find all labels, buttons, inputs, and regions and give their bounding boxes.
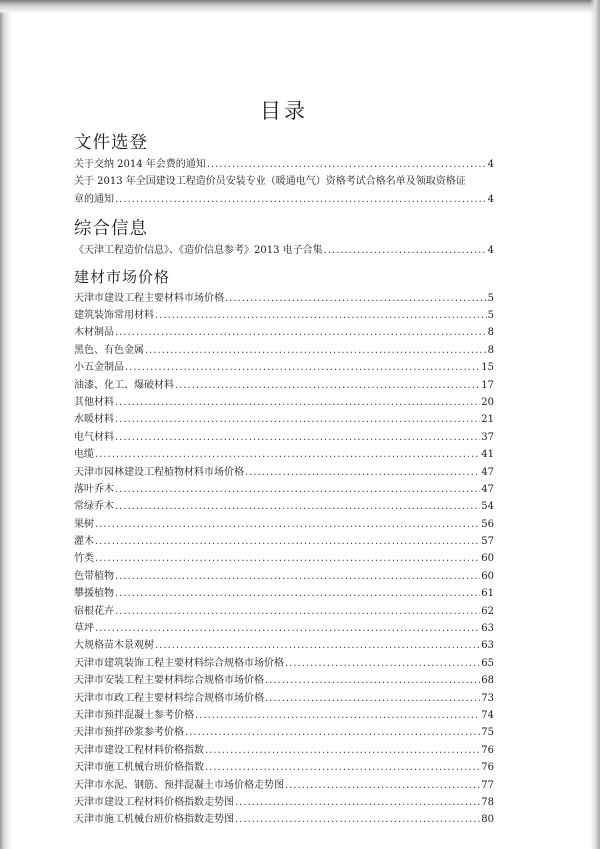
toc-entry-label: 建筑装饰常用材料	[74, 309, 154, 321]
toc-entry-label-continued: 章的通知	[74, 193, 114, 205]
dot-leader	[95, 533, 480, 550]
toc-entry-label: 宿根花卉	[74, 605, 114, 617]
toc-entry-page: 4	[487, 245, 494, 257]
dot-leader	[95, 620, 480, 637]
dot-leader	[115, 411, 480, 428]
toc-entry[interactable]	[74, 156, 494, 173]
toc-entry[interactable]	[74, 759, 494, 776]
dot-leader	[115, 568, 480, 585]
toc-entry-page: 60	[481, 570, 494, 582]
dot-leader	[265, 672, 480, 689]
toc-entry-page: 37	[481, 431, 494, 443]
toc-entry-page: 63	[481, 640, 494, 652]
toc-entry-page: 74	[481, 709, 494, 721]
toc-entry-label: 天津市施工机械台班价格指数走势图	[74, 814, 234, 826]
dot-leader	[145, 342, 487, 359]
toc-entry[interactable]	[74, 690, 494, 707]
dot-leader	[95, 446, 480, 463]
toc-entry-label: 关于 2013 年全国建设工程造价员安装专业（暖通电气）资格考试合格名单及领取资格证	[74, 176, 466, 188]
scan-shadow-top	[0, 0, 600, 14]
dot-leader	[207, 156, 487, 173]
dot-leader	[95, 516, 480, 533]
dot-leader	[235, 811, 480, 828]
toc-entry[interactable]	[74, 242, 494, 259]
dot-leader	[115, 429, 480, 446]
toc-entry-page: 63	[481, 623, 494, 635]
toc-entry-page: 56	[481, 518, 494, 530]
page-title: 目录	[260, 99, 308, 123]
dot-leader	[324, 242, 487, 259]
toc-entry-page: 4	[487, 159, 494, 170]
toc-entry[interactable]	[74, 446, 494, 463]
dot-leader	[235, 794, 480, 811]
toc-entry-label: 木材制品	[74, 327, 114, 339]
toc-entry[interactable]	[74, 377, 494, 394]
toc-entry-label: 天津市建筑装饰工程主要材料综合规格市场价格	[74, 657, 284, 669]
toc-entry[interactable]	[74, 620, 494, 637]
toc-entry-page: 62	[481, 605, 494, 617]
toc-entry-label: 小五金制品	[74, 362, 124, 374]
dot-leader	[155, 307, 487, 324]
dot-leader	[115, 603, 480, 620]
section-heading-general-info: 综合信息	[74, 219, 148, 240]
toc-entry-label: 水暖材料	[74, 414, 114, 426]
toc-entry-page: 47	[481, 466, 494, 478]
toc-entry-page: 68	[481, 675, 494, 687]
toc-entry[interactable]	[74, 342, 494, 359]
toc-entry[interactable]	[74, 585, 494, 602]
toc-entry[interactable]	[74, 498, 494, 515]
toc-entry-label: 电气材料	[74, 431, 114, 443]
toc-entry-page: 57	[481, 536, 494, 548]
toc-entry-label: 《天津工程造价信息》、《造价信息参考》2013 电子合集	[74, 245, 323, 257]
toc-entry-page: 80	[481, 814, 494, 826]
dot-leader	[265, 690, 480, 707]
toc-entry-label: 天津市建设工程材料价格指数走势图	[74, 796, 234, 808]
toc-entry[interactable]	[74, 394, 494, 411]
dot-leader	[245, 464, 480, 481]
toc-entry-page: 54	[481, 501, 494, 513]
toc-entry-page: 76	[481, 744, 494, 756]
toc-entry-label: 关于交纳 2014 年会费的通知	[74, 159, 206, 170]
toc-entry-page: 47	[481, 483, 494, 495]
toc-entry[interactable]	[74, 777, 494, 794]
toc-entry-label: 常绿乔木	[74, 501, 114, 513]
toc-entry-page: 75	[481, 727, 494, 739]
toc-entry-page: 65	[481, 657, 494, 669]
dot-leader	[205, 742, 480, 759]
toc-entry-label: 天津市安装工程主要材料综合规格市场价格	[74, 675, 264, 687]
toc-entry-label: 大规格苗木景观树	[74, 640, 154, 652]
toc-entry-page: 8	[487, 344, 494, 356]
toc-page	[74, 96, 494, 829]
toc-entry[interactable]	[74, 307, 494, 324]
toc-entry-page: 17	[481, 379, 494, 391]
dot-leader	[225, 290, 487, 307]
toc-entry[interactable]	[74, 464, 494, 481]
dot-leader	[175, 377, 480, 394]
toc-entry-page: 15	[481, 362, 494, 374]
toc-entry-page: 61	[481, 588, 494, 600]
toc-entry[interactable]	[74, 811, 494, 828]
toc-entry-label: 攀援植物	[74, 588, 114, 600]
toc-entry-page: 73	[481, 692, 494, 704]
dot-leader	[95, 550, 480, 567]
toc-entry-label: 色带植物	[74, 570, 114, 582]
toc-entry-label: 天津市预拌混凝土参考价格	[74, 709, 194, 721]
toc-entry-page: 41	[481, 449, 494, 461]
dot-leader	[115, 585, 480, 602]
toc-entry[interactable]	[74, 324, 494, 341]
toc-entry-label: 灌木	[74, 536, 94, 548]
toc-entry-label: 竹类	[74, 553, 94, 565]
toc-entry-label: 落叶乔木	[74, 483, 114, 495]
toc-entry-label: 果树	[74, 518, 94, 530]
toc-entry-page: 78	[481, 796, 494, 808]
toc-entry-page: 21	[481, 414, 494, 426]
toc-entry[interactable]	[74, 794, 494, 811]
dot-leader	[115, 481, 480, 498]
toc-entry[interactable]	[74, 655, 494, 672]
toc-entry-page: 76	[481, 762, 494, 774]
toc-entry[interactable]	[74, 359, 494, 376]
section-heading-documents: 文件选登	[74, 133, 148, 153]
toc-list-material-prices	[74, 290, 494, 829]
toc-entry[interactable]	[74, 550, 494, 567]
toc-entry[interactable]	[74, 533, 494, 550]
dot-leader	[285, 655, 480, 672]
toc-entry-label: 电缆	[74, 449, 94, 461]
toc-entry[interactable]	[74, 742, 494, 759]
toc-entry-label: 草坪	[74, 623, 94, 635]
toc-entry-page: 8	[487, 327, 494, 339]
dot-leader	[115, 498, 480, 515]
toc-entry[interactable]	[74, 724, 494, 741]
toc-entry[interactable]	[74, 637, 494, 654]
dot-leader	[285, 777, 480, 794]
toc-entry-label: 天津市施工机械台班价格指数	[74, 762, 204, 774]
toc-entry-label: 天津市园林建设工程植物材料市场价格	[74, 466, 244, 478]
toc-entry-label: 天津市市政工程主要材料综合规格市场价格	[74, 692, 264, 704]
toc-entry[interactable]	[74, 290, 494, 307]
dot-leader	[205, 759, 480, 776]
toc-entry-page: 20	[481, 396, 494, 408]
toc-entry-page: 4	[487, 193, 494, 205]
toc-entry-label: 黑色、有色金属	[74, 344, 144, 356]
scan-shadow-left	[0, 0, 12, 849]
section-heading-material-prices: 建材市场价格	[74, 267, 171, 286]
toc-entry-label: 天津市建设工程材料价格指数	[74, 744, 204, 756]
dot-leader	[195, 707, 480, 724]
toc-entry[interactable]	[74, 173, 494, 208]
dot-leader	[155, 637, 480, 654]
toc-entry[interactable]	[74, 481, 494, 498]
dot-leader	[185, 724, 480, 741]
toc-entry-page: 5	[487, 309, 494, 321]
dot-leader	[115, 324, 487, 341]
toc-entry-label: 天津市建设工程主要材料市场价格	[74, 292, 224, 304]
toc-entry[interactable]	[74, 568, 494, 585]
toc-entry-label: 天津市水泥、钢筋、预拌混凝土市场价格走势图	[74, 779, 284, 791]
dot-leader	[115, 191, 487, 208]
dot-leader	[125, 359, 480, 376]
toc-entry[interactable]	[74, 411, 494, 428]
dot-leader	[115, 394, 480, 411]
toc-entry-page: 5	[487, 292, 494, 304]
toc-entry[interactable]	[74, 516, 494, 533]
toc-entry[interactable]	[74, 707, 494, 724]
toc-entry[interactable]	[74, 603, 494, 620]
toc-entry[interactable]	[74, 672, 494, 689]
toc-entry-page: 77	[481, 779, 494, 791]
toc-entry-label: 其他材料	[74, 396, 114, 408]
toc-entry-label: 天津市预拌砂浆参考价格	[74, 727, 184, 739]
toc-entry[interactable]	[74, 429, 494, 446]
scan-shadow-right	[590, 0, 600, 849]
toc-entry-label: 油漆、化工、爆破材料	[74, 379, 174, 391]
toc-entry-page: 60	[481, 553, 494, 565]
